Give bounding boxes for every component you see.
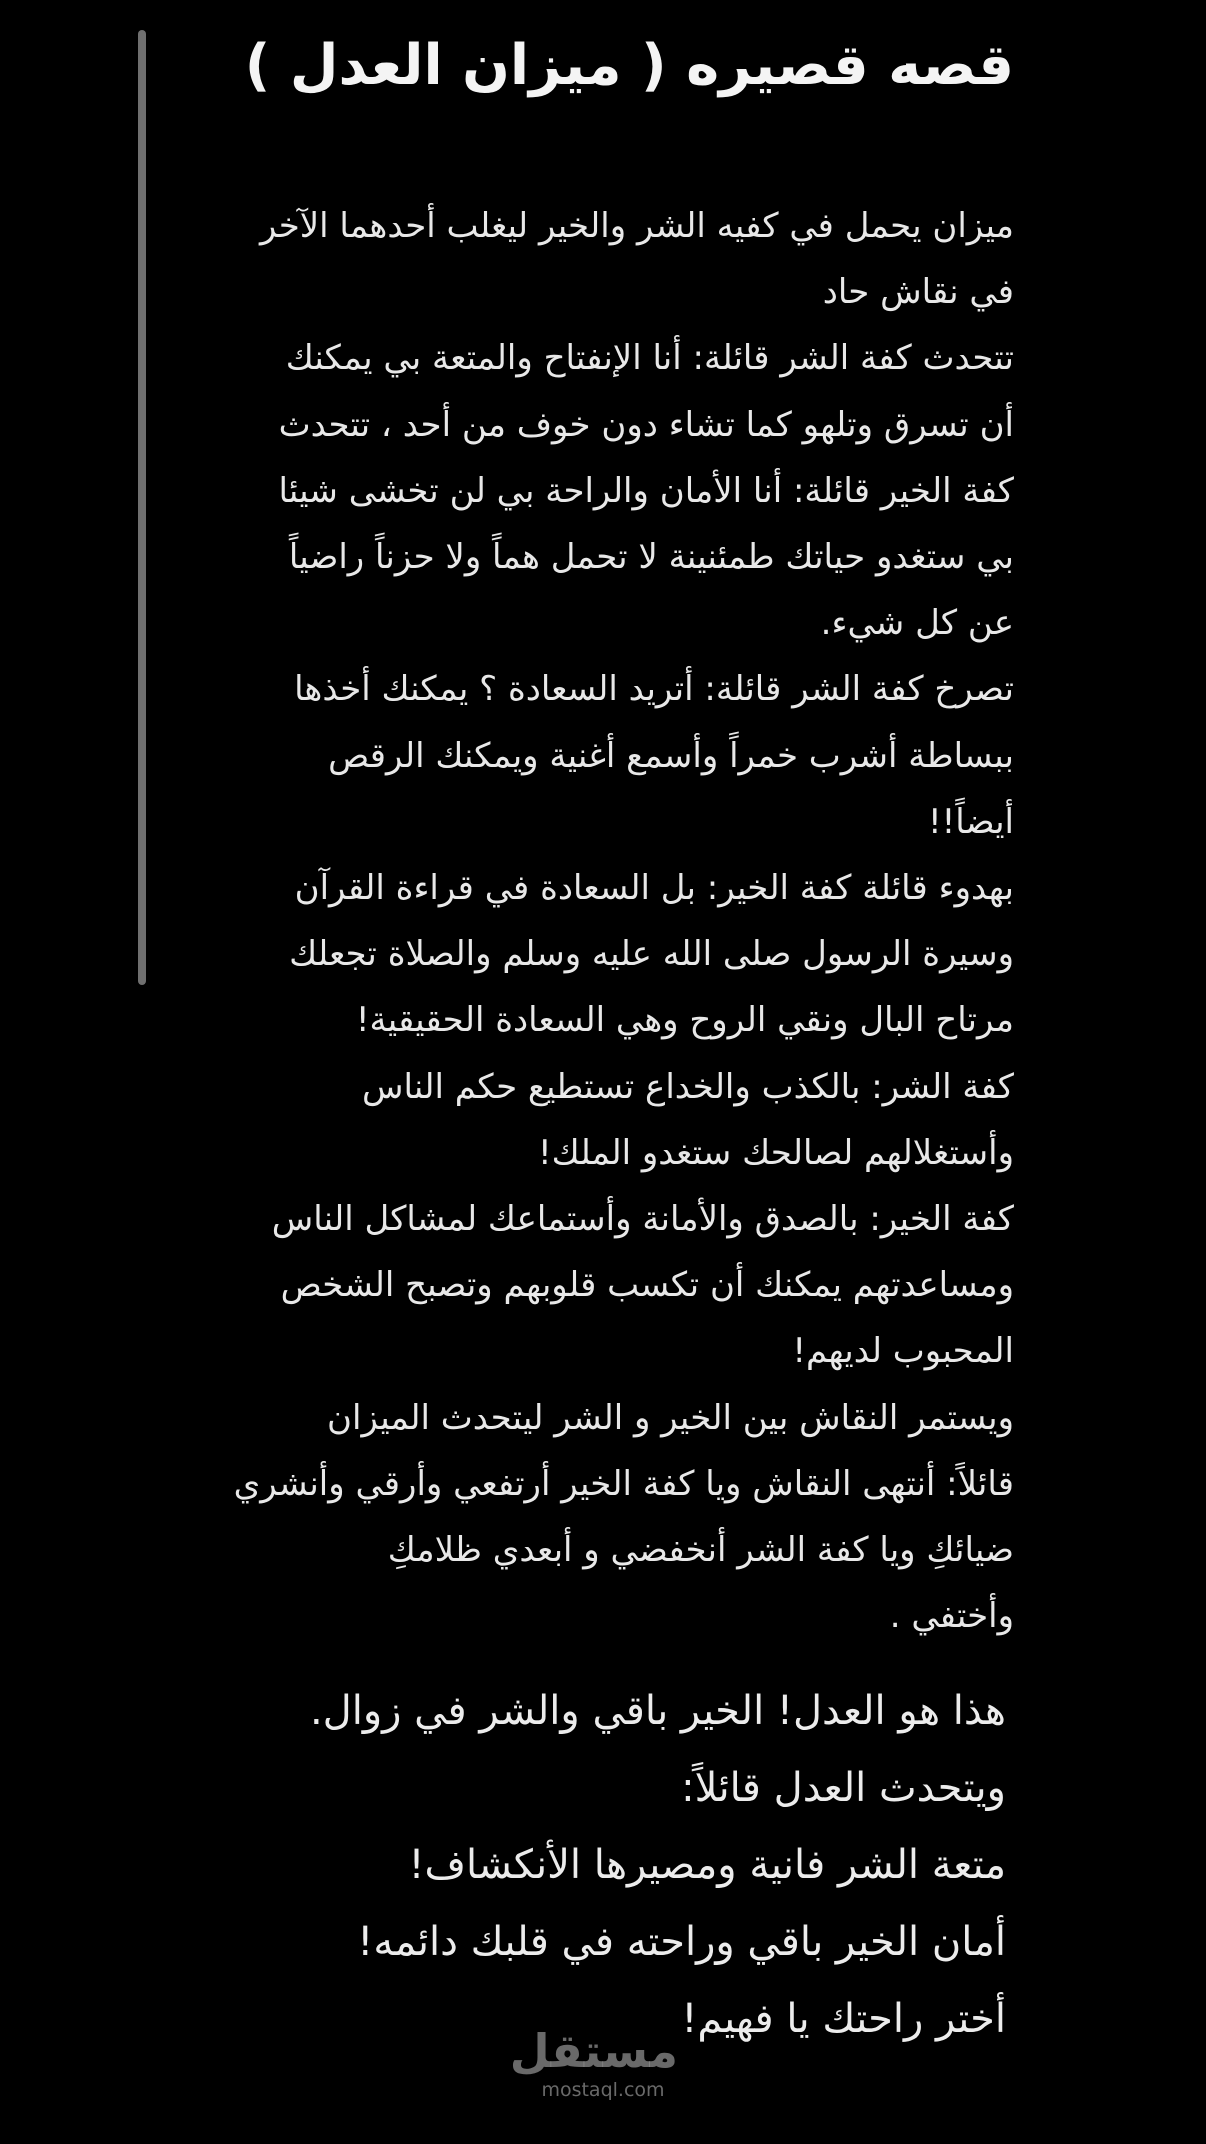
story-line: تصرخ كفة الشر قائلة: أتريد السعادة ؟ يمكنك أخذها bbox=[294, 669, 1014, 710]
story-line: المحبوب لديهم! bbox=[792, 1331, 1014, 1372]
story-conclusion bbox=[156, 1673, 1006, 2058]
story-line: وأختفي . bbox=[889, 1596, 1014, 1637]
story-line: أن تسرق وتلهو كما تشاء دون خوف من أحد ، تتحدث bbox=[278, 404, 1014, 445]
story-line: ويستمر النقاش بين الخير و الشر ليتحدث الميزان bbox=[327, 1397, 1014, 1438]
story-line: وسيرة الرسول صلى الله عليه وسلم والصلاة تجعلك bbox=[289, 934, 1014, 975]
story-line: كفة الخير: بالصدق والأمانة وأستماعك لمشاكل الناس bbox=[271, 1199, 1014, 1240]
story-line: تتحدث كفة الشر قائلة: أنا الإنفتاح والمتعة بي يمكنك bbox=[285, 338, 1014, 379]
watermark-domain: mostaql.com bbox=[541, 2079, 665, 2101]
mostaql-watermark bbox=[509, 2023, 678, 2101]
story-line: ميزان يحمل في كفيه الشر والخير ليغلب أحدهما الآخر bbox=[259, 206, 1014, 246]
story-body bbox=[164, 193, 1014, 1649]
story-line: كفة الشر: بالكذب والخداع تستطيع حكم الناس bbox=[361, 1066, 1014, 1107]
story-line: في نقاش حاد bbox=[822, 272, 1014, 313]
conclusion-line: أختر راحتك يا فهيم! bbox=[681, 1996, 1006, 2042]
conclusion-line: ويتحدث العدل قائلاً: bbox=[681, 1765, 1006, 1811]
story-line: كفة الخير قائلة: أنا الأمان والراحة بي لن تخشى شيئا bbox=[278, 470, 1014, 511]
story-line: أيضاً!! bbox=[927, 801, 1014, 842]
story-line: ضيائكِ ويا كفة الشر أنخفضي و أبعدي ظلامكِ bbox=[387, 1530, 1014, 1571]
conclusion-line: هذا هو العدل! الخير باقي والشر في زوال. bbox=[309, 1688, 1006, 1734]
story-title: قصه قصيره ( ميزان العدل ) bbox=[244, 33, 1014, 98]
story-line: بهدوء قائلة كفة الخير: بل السعادة في قراءة القرآن bbox=[294, 868, 1014, 909]
story-line: عن كل شيء. bbox=[820, 603, 1014, 644]
watermark-logo-text: مستقل bbox=[509, 2024, 678, 2078]
story-line: وأستغلالهم لصالحك ستغدو الملك! bbox=[538, 1132, 1014, 1173]
story-line: ومساعدتهم يمكنك أن تكسب قلوبهم وتصبح الشخص bbox=[280, 1265, 1014, 1306]
conclusion-line: أمان الخير باقي وراحته في قلبك دائمه! bbox=[357, 1919, 1006, 1965]
story-line: قائلاً: أنتهى النقاش ويا كفة الخير أرتفعي وأرقي وأنشري bbox=[233, 1463, 1014, 1504]
story-line: ببساطة أشرب خمراً وأسمع أغنية ويمكنك الرقص bbox=[328, 735, 1014, 776]
conclusion-line: متعة الشر فانية ومصيرها الأنكشاف! bbox=[408, 1842, 1006, 1888]
scrollbar[interactable] bbox=[138, 30, 146, 985]
story-line: مرتاح البال ونقي الروح وهي السعادة الحقيقية! bbox=[355, 1000, 1014, 1041]
story-line: بي ستغدو حياتك طمئنينة لا تحمل هماً ولا حزناً راضياً bbox=[288, 537, 1014, 578]
